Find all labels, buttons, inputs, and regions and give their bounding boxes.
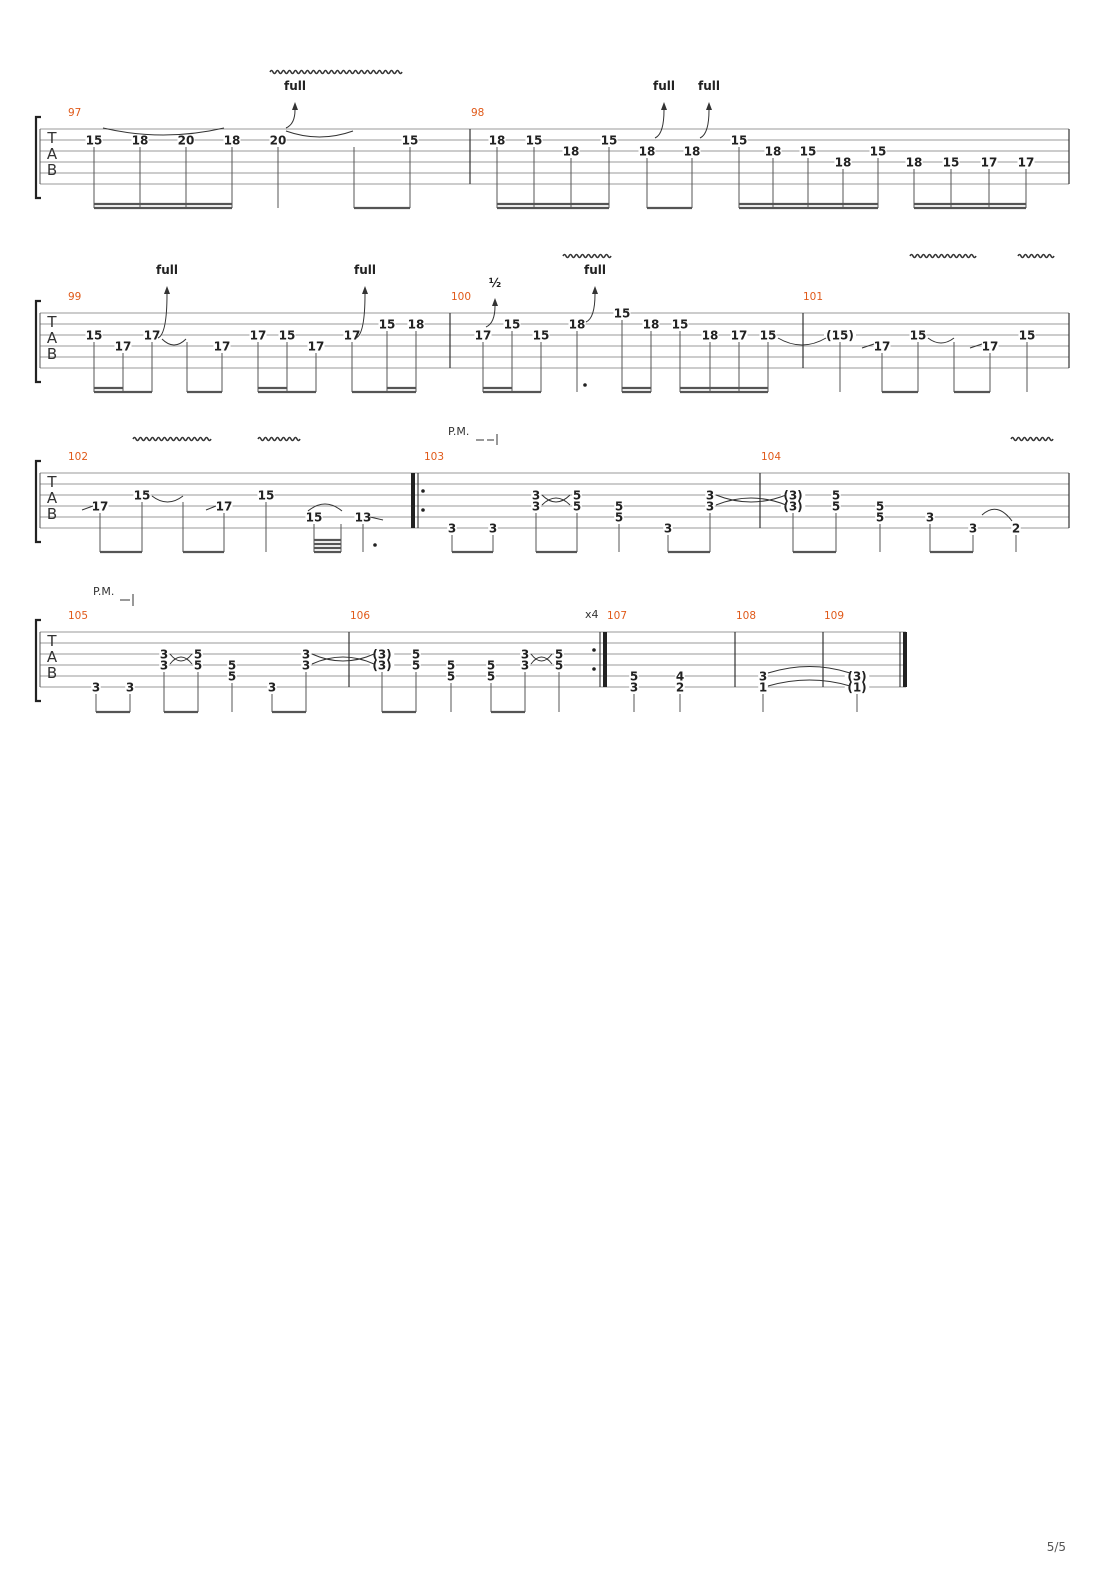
fret-number: 17 [343,328,361,343]
fret-number: 18 [407,317,425,332]
fret-number: 2 [1011,521,1021,536]
fret-number: 18 [488,133,506,148]
fret-number: 3 [531,488,541,503]
tab-clef-letter: A [46,145,58,163]
page-number: 5/5 [1046,1540,1066,1554]
bend-label: full [584,263,606,277]
vibrato [910,255,976,258]
bend-curve [700,110,709,138]
fret-number: 18 [223,133,241,148]
fret-number: 17 [730,328,748,343]
fret-number: 5 [831,499,841,514]
fret-number: 17 [307,339,325,354]
fret-number: 3 [159,647,169,662]
vibrato [270,71,402,74]
measure-number: 97 [68,107,82,119]
repeat-dot [421,489,425,493]
fret-number: 15 [85,133,103,148]
slur [286,131,353,137]
fret-number: 18 [905,155,923,170]
fret-number: 3 [159,658,169,673]
fret-number: 5 [875,499,885,514]
fret-number: 17 [215,499,233,514]
fret-number: 3 [705,488,715,503]
fret-number: 3 [488,521,498,536]
tab-clef-letter: B [46,664,58,682]
tie [768,667,850,674]
fret-number: 17 [249,328,267,343]
fret-number: 1 [758,680,768,695]
measure-number: 98 [471,107,485,119]
fret-number: (3) [372,647,392,662]
repeat-dot [592,667,596,671]
fret-number: 3 [531,499,541,514]
measure-number: 108 [736,610,757,622]
repeat-start-thick [411,473,415,528]
fret-number: 20 [177,133,195,148]
fret-number: 17 [873,339,891,354]
tab-clef-letter: A [46,648,58,666]
bend-curve [286,110,295,128]
fret-number: 17 [114,339,132,354]
fret-number: 17 [980,155,998,170]
fret-number: 15 [730,133,748,148]
fret-number: 15 [305,510,323,525]
fret-number: 3 [267,680,277,695]
fret-number: 15 [613,306,631,321]
vibrato [133,438,211,441]
fret-number: 15 [909,328,927,343]
bend-label: full [653,79,675,93]
fret-number: 3 [705,499,715,514]
fret-number: 5 [227,658,237,673]
measure-number: 107 [607,610,628,622]
fret-number: 3 [663,521,673,536]
measure-number: 101 [803,291,824,303]
fret-number: 15 [525,133,543,148]
bend-label: ½ [488,276,502,290]
fret-number: 5 [411,647,421,662]
final-bar-thick [903,632,907,687]
measure-number: 106 [350,610,371,622]
fret-number: 15 [799,144,817,159]
bend-arrowhead [292,102,298,110]
fret-number: 15 [869,144,887,159]
vibrato [258,438,300,441]
fret-number: 4 [675,669,685,684]
fret-number: 15 [1018,328,1036,343]
measure-number: 102 [68,451,89,463]
fret-number: 18 [701,328,719,343]
fret-number: 18 [834,155,852,170]
bend-arrowhead [492,298,498,306]
fret-number: 15 [401,133,419,148]
fret-number: 15 [942,155,960,170]
tab-clef-letter: A [46,329,58,347]
palm-mute-label: P.M. [93,585,115,598]
bend-curve [655,110,664,138]
fret-number: 18 [638,144,656,159]
bend-arrowhead [164,286,170,294]
fret-number: 17 [213,339,231,354]
fret-number: 15 [759,328,777,343]
fret-number: 15 [278,328,296,343]
slur [152,496,183,502]
fret-number: 5 [629,669,639,684]
fret-number: 17 [474,328,492,343]
bend-curve [586,294,595,322]
fret-number: 5 [193,658,203,673]
fret-number: 3 [91,680,101,695]
tab-clef-letter: A [46,489,58,507]
palm-mute-extent [476,434,497,445]
fret-number: 3 [447,521,457,536]
fret-number: 5 [446,669,456,684]
bend-label: full [698,79,720,93]
fret-number: 5 [572,499,582,514]
fret-number: 15 [257,488,275,503]
bend-arrowhead [592,286,598,294]
fret-number: 5 [411,658,421,673]
fret-number: 15 [503,317,521,332]
fret-number: 17 [981,339,999,354]
fret-number: 5 [614,510,624,525]
palm-mute-label: P.M. [448,425,470,438]
tab-clef-letter: B [46,505,58,523]
tab-clef-letter: T [47,473,57,491]
fret-number: (15) [826,328,854,343]
vibrato [1011,438,1053,441]
fret-number: 15 [85,328,103,343]
fret-number: 15 [378,317,396,332]
fret-number: (3) [783,499,803,514]
fret-number: 3 [968,521,978,536]
fret-number: (3) [783,488,803,503]
tab-system [36,461,1069,552]
measure-number: 103 [424,451,445,463]
fret-number: 2 [675,680,685,695]
fret-number: (3) [847,669,867,684]
vibrato [1018,255,1054,258]
measure-number: 105 [68,610,89,622]
fret-number: 5 [614,499,624,514]
palm-mute-extent [120,594,133,606]
fret-number: 5 [554,647,564,662]
tab-clef-letter: T [47,129,57,147]
fret-number: 5 [831,488,841,503]
slur [162,339,186,345]
fret-number: 13 [354,510,372,525]
fret-number: 18 [131,133,149,148]
bend-arrowhead [661,102,667,110]
slur [928,338,954,343]
fret-number: 5 [875,510,885,525]
fret-number: 18 [568,317,586,332]
fret-number: 5 [446,658,456,673]
vibrato [563,255,611,258]
fret-number: 20 [269,133,287,148]
fret-number: 15 [600,133,618,148]
fret-number: 15 [671,317,689,332]
repeat-count: x4 [585,608,599,621]
tie [768,680,850,686]
repeat-end-thick [603,632,607,687]
fret-number: 3 [758,669,768,684]
fret-number: 3 [301,647,311,662]
fret-number: 3 [301,658,311,673]
bend-label: full [156,263,178,277]
fret-number: (3) [372,658,392,673]
bend-label: full [284,79,306,93]
rhythm-dot [583,383,587,387]
tab-clef-letter: B [46,345,58,363]
fret-number: 18 [562,144,580,159]
measure-number: 100 [451,291,472,303]
fret-number: 18 [764,144,782,159]
fret-number: 5 [572,488,582,503]
tab-clef-letter: T [47,313,57,331]
bend-label: full [354,263,376,277]
fret-number: 18 [683,144,701,159]
measure-number: 104 [761,451,782,463]
tab-system [36,301,1069,392]
bend-arrowhead [362,286,368,294]
tab-clef-letter: B [46,161,58,179]
fret-number: 17 [143,328,161,343]
measure-number: 109 [824,610,845,622]
fret-number: 17 [1017,155,1035,170]
repeat-dot [592,648,596,652]
measure-number: 99 [68,291,82,303]
tab-clef-letter: T [47,632,57,650]
fret-number: 3 [629,680,639,695]
fret-number: 3 [520,658,530,673]
fret-number: 3 [925,510,935,525]
slur [982,509,1012,521]
fret-number: 17 [91,499,109,514]
fret-number: 3 [520,647,530,662]
rhythm-dot [373,543,377,547]
fret-number: 5 [486,658,496,673]
fret-number: 5 [227,669,237,684]
fret-number: 15 [133,488,151,503]
slide [206,506,216,510]
bend-arrowhead [706,102,712,110]
fret-number: 18 [642,317,660,332]
slur [778,338,826,345]
fret-number: 5 [554,658,564,673]
repeat-dot [421,508,425,512]
fret-number: 5 [193,647,203,662]
fret-number: 15 [532,328,550,343]
fret-number: (1) [847,680,867,695]
fret-number: 5 [486,669,496,684]
fret-number: 3 [125,680,135,695]
